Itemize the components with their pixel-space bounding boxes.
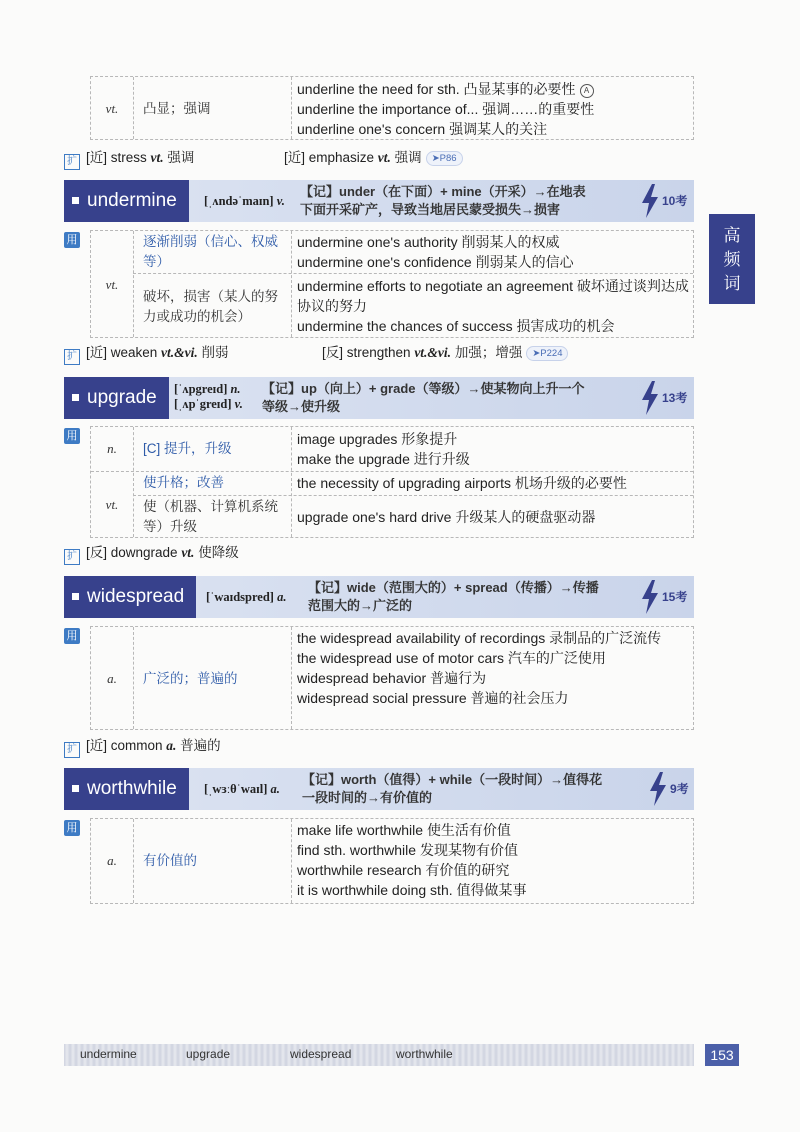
- example-line: make the upgrade 进行升级: [297, 451, 470, 467]
- phonetic: [ˌwɜːθˈwaɪl] a.: [204, 782, 280, 796]
- usage-icon: 用: [64, 232, 80, 248]
- example-line: undermine one's authority 削弱某人的权威: [297, 234, 560, 250]
- phonetic: [ˌʌndəˈmaɪn] v.: [204, 194, 285, 208]
- entry-header-widespread: [64, 576, 694, 618]
- example-line: make life worthwhile 使生活有价值: [297, 822, 511, 838]
- example-line: find sth. worthwhile 发现某物有价值: [297, 842, 518, 858]
- extension-line: 扩 [近] weaken vt.&vi. 削弱: [64, 343, 229, 365]
- extension-icon: 扩: [64, 549, 80, 565]
- page-reference[interactable]: ➤P86: [426, 151, 463, 166]
- mnemonic: 【记】wide（范围大的）+ spread（传播）→传播 范围大的→广泛的: [308, 580, 599, 613]
- extension-line: 扩 [反] downgrade vt. 使降级: [64, 543, 239, 565]
- headword: widespread: [64, 576, 196, 618]
- usage-icon: 用: [64, 428, 80, 444]
- definition-table-worthwhile: [90, 818, 694, 904]
- phonetic: [ˈʌpgreɪd] n. [ˌʌpˈgreɪd] v.: [174, 382, 243, 411]
- extension-icon: 扩: [64, 742, 80, 758]
- meaning: 使（机器、计算机系统等）升级: [143, 499, 278, 534]
- headword: worthwhile: [64, 768, 189, 810]
- part-of-speech: vt.: [105, 101, 119, 116]
- part-of-speech: vt.: [105, 277, 119, 292]
- example-line: the necessity of upgrading airports 机场升级的必要性: [297, 475, 627, 491]
- phonetic: [ˈwaɪdspred] a.: [206, 590, 287, 604]
- exam-mark-icon: A: [580, 84, 594, 98]
- exam-count: 10考: [662, 194, 688, 208]
- extension-line: 扩 [近] stress vt. 强调: [64, 148, 194, 170]
- meaning: 广泛的；普遍的: [143, 671, 238, 686]
- example-line: underline the importance of... 强调……的重要性: [297, 101, 595, 117]
- mnemonic: 【记】under（在下面）+ mine（开采）→在地表 下面开采矿产，导致当地居民蒙受损失→损害: [300, 184, 586, 217]
- meaning: 破坏，损害（某人的努力或成功的机会）: [143, 289, 278, 324]
- example-line: image upgrades 形象提升: [297, 431, 458, 447]
- entry-header-upgrade: [64, 377, 694, 419]
- example-line: worthwhile research 有价值的研究: [297, 862, 510, 878]
- mnemonic: 【记】worth（值得）+ while（一段时间）→值得花 一段时间的→有价值的: [302, 772, 603, 805]
- lightning-icon: [640, 580, 660, 614]
- usage-icon: 用: [64, 628, 80, 644]
- example-line: the widespread use of motor cars 汽车的广泛使用: [297, 650, 606, 666]
- example-line: underline the need for sth. 凸显某事的必要性 A: [297, 79, 691, 99]
- headword: upgrade: [64, 377, 169, 419]
- exam-count: 9考: [670, 782, 689, 796]
- example-line: widespread social pressure 普遍的社会压力: [297, 690, 569, 706]
- exam-count: 15考: [662, 590, 688, 604]
- entry-header-undermine: [64, 180, 694, 222]
- extension-icon: 扩: [64, 349, 80, 365]
- side-tab-high-frequency: 高 频 词: [709, 214, 755, 304]
- exam-count: 13考: [662, 391, 688, 405]
- meaning: 有价值的: [143, 853, 197, 868]
- meaning: 使升格；改善: [143, 475, 224, 490]
- usage-icon: 用: [64, 820, 80, 836]
- definition-table-widespread: [90, 626, 694, 730]
- mnemonic: 【记】up（向上）+ grade（等级）→使某物向上升一个 等级→使升级: [262, 381, 585, 414]
- entry-header-worthwhile: [64, 768, 694, 810]
- definition-table-underline: [90, 76, 694, 140]
- meaning: 逐渐削弱（信心、权威等）: [143, 234, 278, 269]
- part-of-speech: n.: [107, 441, 117, 456]
- extension-icon: 扩: [64, 154, 80, 170]
- example-line: the widespread availability of recordings 录制品的广泛流传: [297, 630, 662, 646]
- definition-table-undermine: [90, 230, 694, 338]
- headword: undermine: [64, 180, 189, 222]
- lightning-icon: [640, 381, 660, 415]
- lightning-icon: [648, 772, 668, 806]
- meaning: 凸显；强调: [143, 101, 211, 116]
- footer-word-index: [64, 1044, 694, 1066]
- example-line: undermine the chances of success 损害成功的机会: [297, 318, 615, 334]
- extension-line: [反] strengthen vt.&vi. 加强；增强 ➤P224: [322, 343, 568, 363]
- example-line: upgrade one's hard drive 升级某人的硬盘驱动器: [297, 509, 596, 525]
- part-of-speech: a.: [107, 671, 117, 686]
- example-line: it is worthwhile doing sth. 值得做某事: [297, 882, 527, 898]
- footer-word[interactable]: widespread: [290, 1047, 352, 1061]
- page-reference[interactable]: ➤P224: [526, 346, 568, 361]
- footer-word[interactable]: upgrade: [186, 1047, 231, 1061]
- example-line: widespread behavior 普遍行为: [297, 670, 487, 686]
- meaning: [C] 提升，升级: [143, 441, 232, 456]
- example-line: undermine efforts to negotiate an agreement 破坏通过谈判达成协议的努力: [297, 278, 689, 314]
- part-of-speech: vt.: [105, 497, 119, 512]
- example-line: underline one's concern 强调某人的关注: [297, 121, 548, 137]
- definition-table-upgrade: [90, 426, 694, 538]
- page-number: 153: [705, 1044, 739, 1066]
- part-of-speech: a.: [107, 853, 117, 868]
- lightning-icon: [640, 184, 660, 218]
- example-line: undermine one's confidence 削弱某人的信心: [297, 254, 574, 270]
- extension-line: 扩 [近] common a. 普遍的: [64, 736, 221, 758]
- extension-line: [近] emphasize vt. 强调 ➤P86: [284, 148, 463, 168]
- footer-word[interactable]: worthwhile: [396, 1047, 453, 1061]
- footer-word[interactable]: undermine: [80, 1047, 137, 1061]
